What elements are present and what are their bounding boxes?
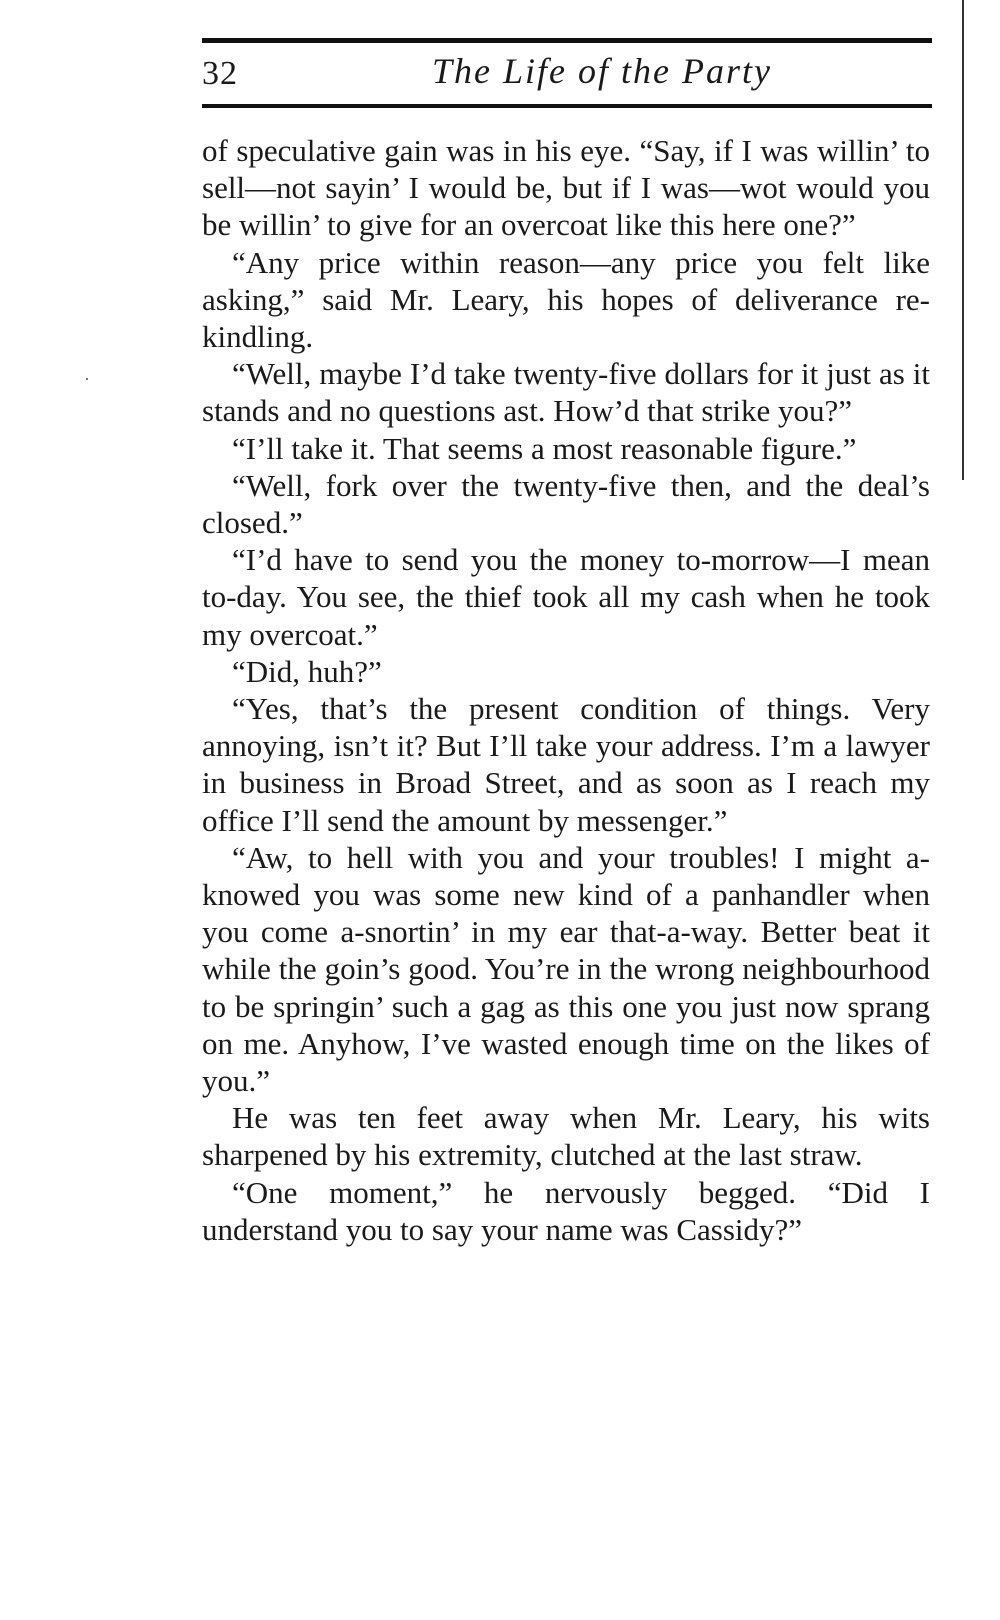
header-rule-bottom [202, 104, 932, 108]
paragraph: “I’d have to send you the money to-morrow—I mean to-day. You see, the thief took all my cash when he took my overcoat.” [202, 542, 930, 652]
paragraph: “Aw, to hell with you and your troubles! I might a-knowed you was some new kind of a panhandler when you come a-snortin’ in my ear that-a-way. Better beat it while the goin’s good. You’re in the wrong neighbourhood to be springin’ such a gag as this one you just now sprang on me. Anyhow, I’ve wasted enough time on the likes of you.” [202, 839, 930, 1099]
paragraph: “Did, huh?” [232, 653, 382, 689]
running-title: The Life of the Party [432, 51, 772, 91]
paragraph: “I’ll take it. That seems a most reasonable figure.” [232, 430, 857, 466]
paragraph: He was ten feet away when Mr. Leary, his wits sharpened by his extremity, clutched at the last straw. [202, 1100, 930, 1173]
body-text [202, 132, 930, 1248]
paragraph: “One moment,” he nervously begged. “Did I understand you to say your name was Cassidy?” [202, 1174, 930, 1247]
running-header [202, 48, 932, 102]
header-rule-top [202, 38, 932, 43]
paragraph: “Any price within reason—any price you felt like asking,” said Mr. Leary, his hopes of deliverance rekindling. [202, 244, 930, 355]
paragraph: of speculative gain was in his eye. “Say, if I was willin’ to sell—not sayin’ I would be, but if I was—wot would you be willin’ to give for an overcoat like this here one?” [202, 133, 930, 243]
paragraph: “Yes, that’s the present condition of things. Very annoying, isn’t it? But I’ll take your address. I’m a lawyer in business in Broad Street, and as soon as I reach my office I’ll send the amount by messenger.” [202, 691, 930, 838]
paragraph: “Well, maybe I’d take twenty-five dollars for it just as it stands and no questions ast. How’d that strike you?” [202, 356, 930, 429]
page-number: 32 [202, 55, 238, 92]
paragraph: “Well, fork over the twenty-five then, and the deal’s closed.” [202, 467, 930, 541]
page-edge-line [962, 0, 964, 480]
scan-speck [86, 378, 88, 380]
